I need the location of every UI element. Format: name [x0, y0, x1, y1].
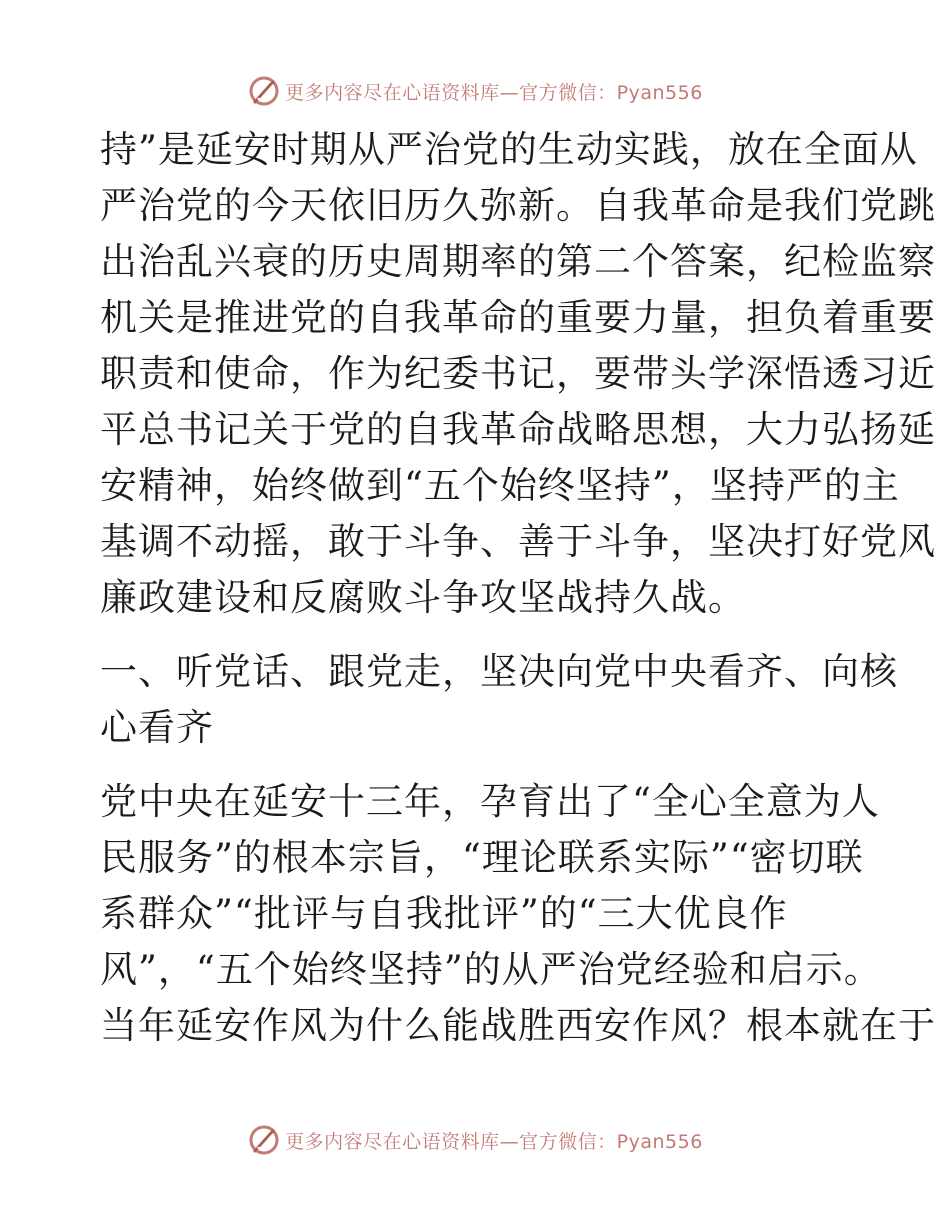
text-line: 廉政建设和反腐败斗争攻坚战持久战。 — [100, 576, 746, 619]
heading-line: 一、听党话、跟党走，坚决向党中央看齐、向核 — [100, 650, 898, 693]
text-line: 职责和使命，作为纪委书记，要带头学深悟透习近 — [100, 352, 936, 395]
text-line: 持”是延安时期从严治党的生动实践，放在全面从 — [100, 128, 918, 171]
text-line: 安精神，始终做到“五个始终坚持”，坚持严的主 — [100, 464, 900, 507]
paragraph-body — [100, 774, 936, 1054]
text-line: 平总书记关于党的自我革命战略思想，大力弘扬延 — [100, 408, 936, 451]
quill-logo-icon — [247, 74, 281, 108]
footer-watermark — [0, 1120, 950, 1160]
text-line: 系群众”“批评与自我批评”的“三大优良作 — [100, 892, 788, 935]
text-line: 风”，“五个始终坚持”的从严治党经验和启示。 — [100, 948, 882, 991]
text-line: 党中央在延安十三年，孕育出了“全心全意为人 — [100, 780, 880, 823]
text-line: 出治乱兴衰的历史周期率的第二个答案，纪检监察 — [100, 240, 936, 283]
text-line: 当年延安作风为什么能战胜西安作风？根本就在于 — [100, 1004, 936, 1047]
text-line: 民服务”的根本宗旨，“理论联系实际”“密切联 — [100, 836, 864, 879]
watermark-text: 更多内容尽在心语资料库—官方微信：Pyan556 — [285, 1130, 703, 1153]
section-heading — [100, 644, 898, 756]
quill-logo-icon — [247, 1123, 281, 1157]
paragraph-intro — [100, 122, 936, 626]
document-body — [100, 122, 936, 1054]
watermark-text: 更多内容尽在心语资料库—官方微信：Pyan556 — [285, 81, 703, 104]
heading-line: 心看齐 — [100, 706, 214, 749]
header-watermark — [0, 71, 950, 111]
text-line: 严治党的今天依旧历久弥新。自我革命是我们党跳 — [100, 184, 936, 227]
text-line: 机关是推进党的自我革命的重要力量，担负着重要 — [100, 296, 936, 339]
text-line: 基调不动摇，敢于斗争、善于斗争，坚决打好党风 — [100, 520, 936, 563]
